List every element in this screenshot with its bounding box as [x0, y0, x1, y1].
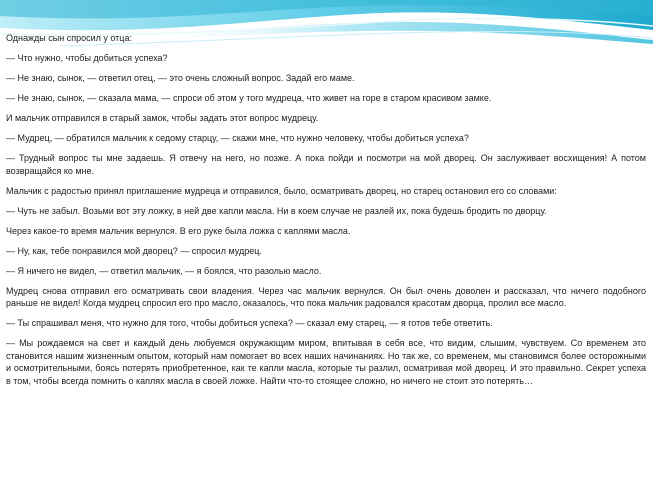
story-paragraph: — Трудный вопрос ты мне задаешь. Я отвечу на него, но позже. А пока пойди и посмотри на мой дворец. Он заслуживает восхищения! А потом возвращайся ко мне. [6, 153, 646, 176]
story-paragraph: — Мудрец, — обратился мальчик к седому старцу, — скажи мне, что нужно человеку, чтобы добиться успеха? [6, 133, 469, 143]
story-paragraph: — Не знаю, сынок, — сказала мама, — спроси об этом у того мудреца, что живет на горе в старом красивом замке. [6, 93, 492, 103]
story-paragraph: — Что нужно, чтобы добиться успеха? [6, 53, 168, 63]
story-paragraph: Мудрец снова отправил его осматривать свои владения. Через час мальчик вернулся. Он был очень доволен и рассказал, что ничего подобного раньше не видел! Когда мудрец спросил его про масло, оказалось, что пока мальчик радовался красотам дворца, пролил все масло. [6, 285, 646, 308]
story-paragraph: И мальчик отправился в старый замок, чтобы задать этот вопрос мудрецу. [6, 113, 319, 123]
story-paragraph: — Ты спрашивал меня, что нужно для того, чтобы добиться успеха? — сказал ему старец, — я готов тебе ответить. [6, 318, 493, 328]
story-text [6, 32, 646, 395]
story-paragraph: Мальчик с радостью принял приглашение мудреца и отправился, было, осматривать дворец, но старец остановил его со словами: [6, 185, 557, 196]
story-paragraph: — Ну, как, тебе понравился мой дворец? — спросил мудрец. [6, 245, 262, 256]
story-paragraph: — Я ничего не видел, — ответил мальчик, — я боялся, что разолью масло. [6, 265, 322, 276]
story-paragraph: — Не знаю, сынок, — ответил отец, — это очень сложный вопрос. Задай его маме. [6, 73, 355, 83]
story-paragraph: — Мы рождаемся на свет и каждый день любуемся окружающим миром, впитывая в себя все, что видим, слышим, чувствуем. Со временем это становится нашим жизненным опытом, который нам помогает во всех наших начинаниях. Но так же, со временем, мы становимся более осторожными и осмотрительными, боясь потерять приобретенное, как те капли масла, которые ты разлил, осматривая мой дворец. И это правильно. Секрет успеха в том, чтобы всегда помнить о каплях масла в своей ложке. Найти что-то стоящее сложно, но ничего не стоит это потерять… [6, 338, 646, 386]
story-paragraph: — Чуть не забыл. Возьми вот эту ложку, в ней две капли масла. Ни в коем случае не разлей их, пока будешь бродить по дворцу. [6, 205, 547, 216]
story-paragraph: Через какое-то время мальчик вернулся. В его руке была ложка с каплями масла. [6, 225, 351, 236]
story-paragraph: Однажды сын спросил у отца: [6, 33, 132, 43]
